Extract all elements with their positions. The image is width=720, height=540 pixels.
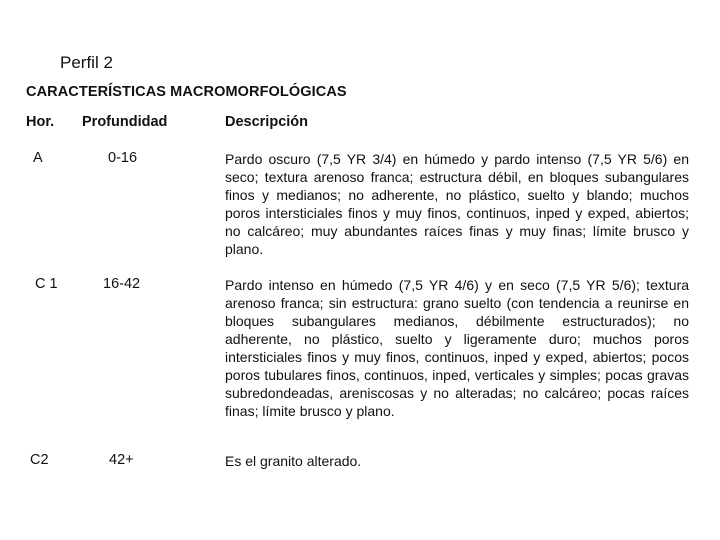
horizon-label: C 1 <box>35 276 58 292</box>
column-header-hor: Hor. <box>26 114 55 130</box>
section-heading: CARACTERÍSTICAS MACROMORFOLÓGICAS <box>26 84 347 100</box>
depth-value: 0-16 <box>108 150 138 166</box>
depth-value: 16-42 <box>103 276 141 292</box>
perfil-title: Perfil 2 <box>60 53 113 72</box>
depth-value: 42+ <box>109 452 134 468</box>
horizon-description: Pardo oscuro (7,5 YR 3/4) en húmedo y pardo intenso (7,5 YR 5/6) en seco; textura arenoso franca; estructura débil, en bloques subangulares finos y medianos; no adherente, no plástico, suelto y blando; muchos poros intersticiales finos y muy finos, continuos, inped y exped, abiertos; no calcáreo; muy abundantes raíces finas y muy finas; límite brusco y plano. <box>225 151 689 257</box>
column-header-profundidad: Profundidad <box>82 114 168 130</box>
column-header-descripcion: Descripción <box>225 114 308 130</box>
horizon-label: A <box>33 150 43 166</box>
horizon-label: C2 <box>30 452 49 468</box>
horizon-description: Pardo intenso en húmedo (7,5 YR 4/6) y en seco (7,5 YR 5/6); textura arenoso franca; sin estructura: grano suelto (con tendencia a reunirse en bloques subangulares medianos, débilmente estructurados); no adherente, no plástico, suelto y ligeramente duro; muchos poros intersticiales finos y muy finos, continuos, inped y exped, abiertos; pocos poros tubulares finos, continuos, inped, verticales y simples; pocas gravas subredondeadas, areniscosas y no alteradas; no calcáreo; pocas raíces finas; límite brusco y plano. <box>225 277 689 419</box>
horizon-description: Es el granito alterado. <box>225 453 362 469</box>
